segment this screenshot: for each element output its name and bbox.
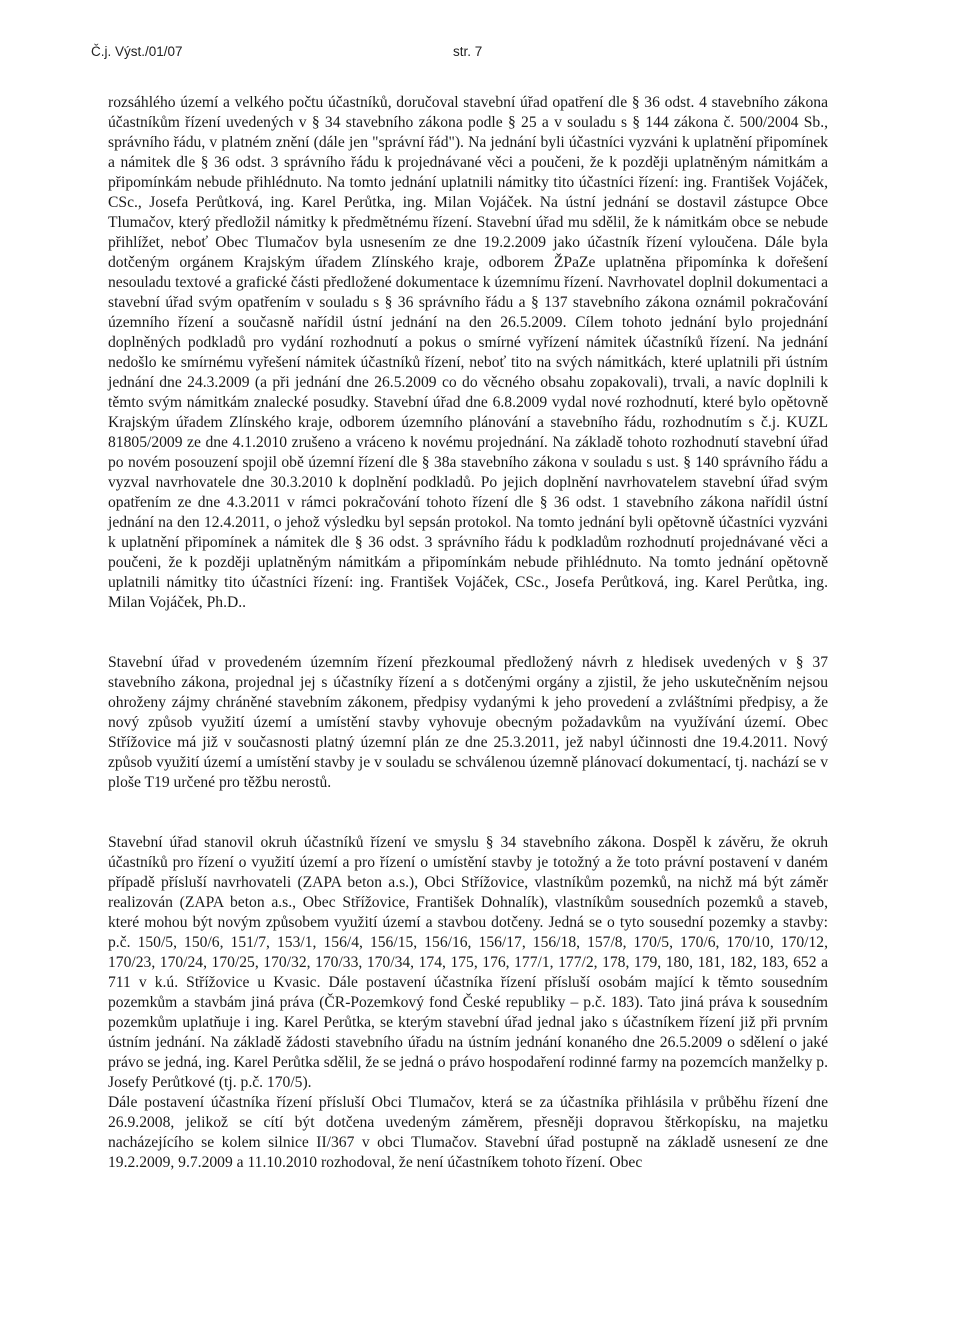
paragraph-review: Stavební úřad v provedeném územním řízení přezkoumal předložený návrh z hledisek uvedených v § 37 stavebního zákona, projednal jej s účastníky řízení a s dotčenými orgány a zjistil, že jeho uskutečněním nejsou ohroženy zájmy chráněné stavebním zákonem, předpisy vydanými k jeho provedení a zvláštními předpisy, a že nový způsob využití území a umístění stavby vyhovuje obecným požadavkům na využívání území. Obec Střížovice má již v současnosti platný územní plán ze dne 25.3.2011, jež nabyl účinnosti dne 19.4.2011. Nový způsob využití území a umístění stavby je v souladu se schválenou územně plánovací dokumentací, tj. nachází se v ploše T19 určené pro těžbu nerostů. (108, 654, 828, 791)
reference-number: Č.j. Výst./01/07 (91, 44, 183, 59)
document-body (108, 93, 828, 1173)
page-number: str. 7 (453, 44, 483, 59)
paragraph-tlumacov: Dále postavení účastníka řízení přísluší Obci Tlumačov, která se za účastníka přihlásila v průběhu řízení dne 26.9.2008, jelikož se cítí být dotčena uvedeným záměrem, přesněji dopravou štěrkopísku, na majetku nacházejícího se kolem silnice II/367 v obci Tlumačov. Stavební úřad postupně na základě usnesení ze dne 19.2.2009, 9.7.2009 a 11.10.2010 rozhodoval, že není účastníkem tohoto řízení. Obec (108, 1094, 828, 1171)
paragraph-participants: Stavební úřad stanovil okruh účastníků řízení ve smyslu § 34 stavebního zákona. Dospěl k závěru, že okruh účastníků pro řízení o využití území a pro řízení o umístění stavby je totožný a že toto právní postavení v daném případě přísluší navrhovateli (ZAPA beton a.s.), Obci Střížovice, vlastníkům pozemků, na nichž má být záměr realizován (ZAPA beton a.s., Obec Střížovice, František Dohnalík), vlastníkům sousedních pozemků a staveb, které mohou být novým způsobem využití území a stavbou dotčeny. Jedná se o tyto sousední pozemky a stavby: p.č. 150/5, 150/6, 151/7, 153/1, 156/4, 156/15, 156/16, 156/17, 156/18, 157/8, 170/5, 170/6, 170/10, 170/12, 170/23, 170/24, 170/25, 170/32, 170/33, 170/34, 174, 175, 176, 177/1, 177/2, 178, 179, 180, 181, 182, 183, 652 a 711 v k.ú. Střížovice u Kvasic. Dále postavení účastníka řízení přísluší osobám mající k těmto sousedním pozemkům a stavbám jiná práva (ČR-Pozemkový fond České republiky – p.č. 183). Tato jiná práva k sousedním pozemkům uplatňuje i ing. Karel Perůtka, se kterým stavební úřad jednal jako s účastníkem řízení již při prvním ústním jednání. Na základě žádosti stavebního úřadu na ústním jednání konaného dne 26.5.2009 o sdělení o jaké právo se jedná, ing. Karel Perůtka sdělil, že se jedná o právo hospodaření rodinné farmy na pozemcích manželky p. Josefy Perůtkové (tj. p.č. 170/5). (108, 834, 828, 1091)
paragraph-proceedings: rozsáhlého území a velkého počtu účastníků, doručoval stavební úřad opatření dle § 36 odst. 4 stavebního zákona účastníkům řízení uvedených v § 34 stavebního zákona podle § 25 a v souladu s § 144 zákona č. 500/2004 Sb., správního řádu, v platném znění (dále jen "správní řád"). Na jednání byli účastníci vyzváni k uplatnění připomínek a námitek dle § 36 odst. 3 správního řádu k projednávané věci a poučeni, že k později uplatněným námitkám a připomínkám nebude přihlédnuto. Na tomto jednání uplatnili námitky tito účastníci řízení: ing. František Vojáček, CSc., Josefa Perůtková, ing. Karel Perůtka, ing. Milan Vojáček. Na ústní jednání se dostavil zástupce Obce Tlumačov, který předložil námitky k předmětnému řízení. Stavební úřad mu sdělil, že k námitkám obce se nebude přihlížet, neboť Obec Tlumačov byla usnesením ze dne 19.2.2009 jako účastník řízení vyloučena. Dále byla dotčeným orgánem Krajským úřadem Zlínského kraje, odborem ŽPaZe uplatněna připomínka k dořešení nesouladu textové a grafické části předložené dokumentace k územnímu řízení. Navrhovatel doplnil dokumentaci a stavební úřad svým opatřením v souladu s § 36 správního řádu a § 137 stavebního zákona oznámil pokračování územního řízení a současně nařídil ústní jednání na den 26.5.2009. Cílem tohoto jednání bylo projednání doplněných podkladů pro vydání rozhodnutí a pokus o smírné vyřízení námitek účastníků řízení. Na jednání nedošlo ke smírnému vyřešení námitek účastníků řízení, neboť tito na svých námitkách, které uplatnili při ústním jednání dne 24.3.2009 (a při jednání dne 26.5.2009 co do věcného obsahu zopakovali), trvali, a navíc doplnili k těmto svým námitkám znalecké posudky. Stavební úřad dne 6.8.2009 vydal nové rozhodnutí, které bylo opětovně Krajským úřadem Zlínského kraje, odborem územního plánování a stavebního řádu, rozhodnutím s č.j. KUZL 81805/2009 ze dne 4.1.2010 zrušeno a vráceno k novému projednání. Na základě tohoto rozhodnutí stavební úřad po novém posouzení spojil obě územní řízení dle § 38a stavebního zákona v souladu s ust. § 140 správního řádu a vyzval navrhovatele dne 30.3.2010 k doplnění podkladů. Po jejich doplnění navrhovatelem stavební úřad svým opatřením ze dne 4.3.2011 v rámci pokračování tohoto řízení dle § 36 odst. 1 stavebního zákona nařídil ústní jednání na den 12.4.2011, o jehož výsledku byl sepsán protokol. Na tomto jednání byli opětovně účastníci vyzváni k uplatnění připomínek a námitek dle § 36 odst. 3 správního řádu k podkladům rozhodnutí projednávané věci a poučeni, že k později uplatněným námitkám a připomínkám nebude přihlédnuto. Na tomto jednání opětovně uplatnili námitky tito účastníci řízení: ing. František Vojáček, CSc., Josefa Perůtková, ing. Karel Perůtka, ing. Milan Vojáček, Ph.D.. (108, 94, 828, 611)
